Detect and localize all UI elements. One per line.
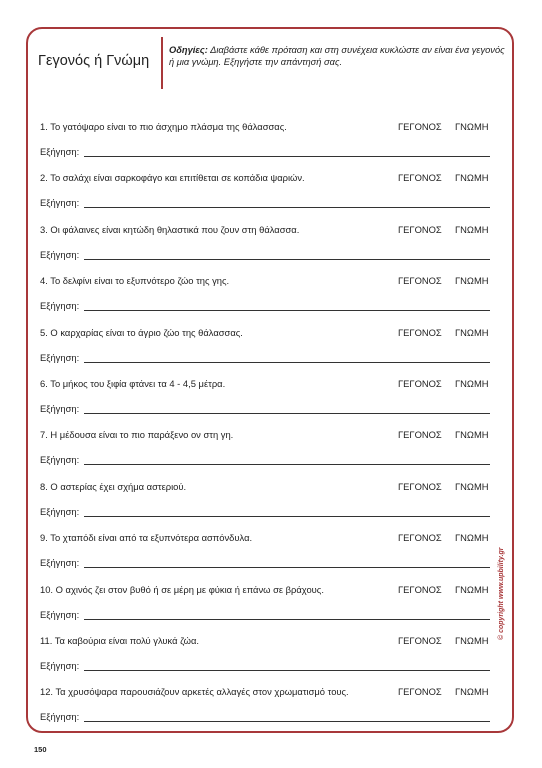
question-text: 11. Τα καβούρια είναι πολύ γλυκά ζώα. <box>40 634 200 646</box>
question-text: 12. Τα χρυσόψαρα παρουσιάζουν αρκετές αλλαγές στον χρωματισμό τους. <box>40 686 349 698</box>
question-text: 3. Οι φάλαινες είναι κητώδη θηλαστικά που ζουν στη θάλασσα. <box>40 223 300 235</box>
explanation-label: Εξήγηση: <box>40 402 80 414</box>
opinion-option[interactable]: ΓΝΩΜΗ <box>455 377 489 389</box>
opinion-option[interactable]: ΓΝΩΜΗ <box>455 686 489 698</box>
explanation-answer-line[interactable] <box>84 619 490 620</box>
question-text: 10. Ο αχινός ζει στον βυθό ή σε μέρη με φύκια ή επάνω σε βράχους. <box>40 583 324 595</box>
explanation-label: Εξήγηση: <box>40 146 80 157</box>
question-text: 5. Ο καρχαρίας είναι το άγριο ζώο της θάλασσας. <box>40 326 243 338</box>
question-text: 4. Το δελφίνι είναι το εξυπνότερο ζώο της γης. <box>40 275 230 287</box>
worksheet-frame <box>26 27 514 733</box>
copyright-notice: © copyright www.upbility.gr <box>498 547 505 640</box>
opinion-option[interactable]: ΓΝΩΜΗ <box>455 583 489 595</box>
fact-option[interactable]: ΓΕΓΟΝΟΣ <box>398 121 442 132</box>
question-row <box>40 532 502 583</box>
explanation-label: Εξήγηση: <box>40 659 80 671</box>
explanation-answer-line[interactable] <box>84 567 490 568</box>
opinion-option[interactable]: ΓΝΩΜΗ <box>455 172 489 184</box>
explanation-label: Εξήγηση: <box>40 505 80 517</box>
fact-option[interactable]: ΓΕΓΟΝΟΣ <box>398 583 442 595</box>
explanation-answer-line[interactable] <box>84 156 490 157</box>
question-row <box>40 224 502 275</box>
explanation-answer-line[interactable] <box>84 413 490 414</box>
instructions-lead: Οδηγίες: <box>169 45 208 55</box>
question-row <box>40 378 502 429</box>
fact-option[interactable]: ΓΕΓΟΝΟΣ <box>398 686 442 698</box>
question-text: 8. Ο αστερίας έχει σχήμα αστεριού. <box>40 480 187 492</box>
question-text: 6. Το μήκος του ξιφία φτάνει τα 4 - 4,5 μέτρα. <box>40 377 226 389</box>
question-row <box>40 635 502 686</box>
fact-option[interactable]: ΓΕΓΟΝΟΣ <box>398 634 442 646</box>
explanation-answer-line[interactable] <box>84 207 490 208</box>
question-text: 2. Το σαλάχι είναι σαρκοφάγο και επιτίθεται σε κοπάδια ψαριών. <box>40 172 305 184</box>
question-list <box>40 121 502 738</box>
fact-option[interactable]: ΓΕΓΟΝΟΣ <box>398 326 442 338</box>
explanation-answer-line[interactable] <box>84 362 490 363</box>
explanation-label: Εξήγηση: <box>40 608 80 620</box>
explanation-answer-line[interactable] <box>84 310 490 311</box>
explanation-label: Εξήγηση: <box>40 557 80 569</box>
opinion-option[interactable]: ΓΝΩΜΗ <box>455 634 489 646</box>
fact-option[interactable]: ΓΕΓΟΝΟΣ <box>398 275 442 287</box>
question-row <box>40 275 502 326</box>
question-row <box>40 584 502 635</box>
fact-option[interactable]: ΓΕΓΟΝΟΣ <box>398 429 442 441</box>
question-row <box>40 429 502 480</box>
explanation-label: Εξήγηση: <box>40 248 80 260</box>
question-text: 7. Η μέδουσα είναι το πιο παράξενο ον στη γη. <box>40 429 234 441</box>
instructions <box>169 44 509 68</box>
fact-option[interactable]: ΓΕΓΟΝΟΣ <box>398 223 442 235</box>
question-row <box>40 172 502 223</box>
question-text: 9. Το χταπόδι είναι από τα εξυπνότερα ασπόνδυλα. <box>40 532 253 544</box>
header-divider <box>161 37 163 89</box>
question-row <box>40 121 502 172</box>
page-number: 150 <box>34 745 47 754</box>
opinion-option[interactable]: ΓΝΩΜΗ <box>455 532 489 544</box>
opinion-option[interactable]: ΓΝΩΜΗ <box>455 121 489 132</box>
opinion-option[interactable]: ΓΝΩΜΗ <box>455 480 489 492</box>
question-row <box>40 686 502 737</box>
opinion-option[interactable]: ΓΝΩΜΗ <box>455 223 489 235</box>
page-title: Γεγονός ή Γνώμη <box>38 53 150 69</box>
instructions-text: Διαβάστε κάθε πρόταση και στη συνέχεια κυκλώστε αν είναι ένα γεγονός ή μια γνώμη. Εξηγήστε την απάντησή σας. <box>169 45 505 67</box>
explanation-answer-line[interactable] <box>84 464 490 465</box>
question-text: 1. Το γατόψαρο είναι το πιο άσχημο πλάσμα της θάλασσας. <box>40 121 287 132</box>
explanation-label: Εξήγηση: <box>40 351 80 363</box>
fact-option[interactable]: ΓΕΓΟΝΟΣ <box>398 532 442 544</box>
opinion-option[interactable]: ΓΝΩΜΗ <box>455 429 489 441</box>
explanation-label: Εξήγηση: <box>40 197 80 209</box>
fact-option[interactable]: ΓΕΓΟΝΟΣ <box>398 377 442 389</box>
worksheet-header <box>28 29 512 99</box>
explanation-answer-line[interactable] <box>84 516 490 517</box>
fact-option[interactable]: ΓΕΓΟΝΟΣ <box>398 172 442 184</box>
explanation-answer-line[interactable] <box>84 721 490 722</box>
question-row <box>40 481 502 532</box>
explanation-label: Εξήγηση: <box>40 711 80 723</box>
question-row <box>40 327 502 378</box>
fact-option[interactable]: ΓΕΓΟΝΟΣ <box>398 480 442 492</box>
explanation-answer-line[interactable] <box>84 670 490 671</box>
opinion-option[interactable]: ΓΝΩΜΗ <box>455 275 489 287</box>
explanation-label: Εξήγηση: <box>40 454 80 466</box>
explanation-label: Εξήγηση: <box>40 300 80 312</box>
explanation-answer-line[interactable] <box>84 259 490 260</box>
opinion-option[interactable]: ΓΝΩΜΗ <box>455 326 489 338</box>
